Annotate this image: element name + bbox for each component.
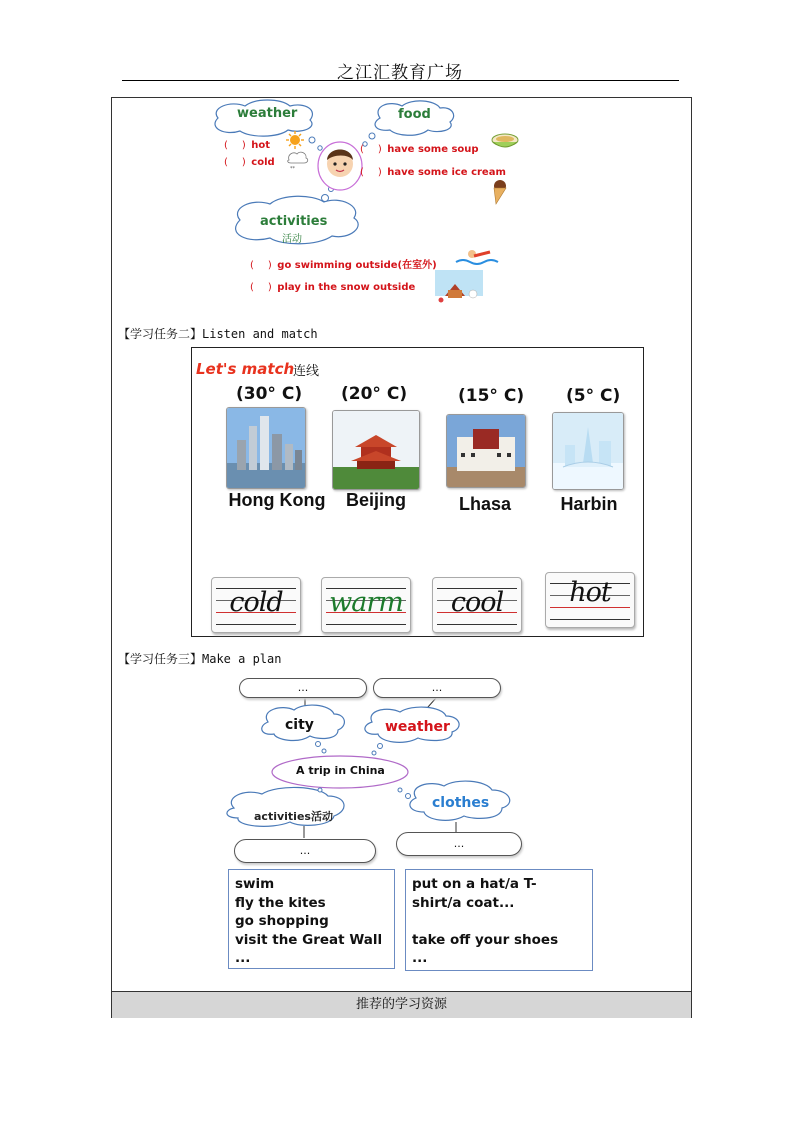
word-cold: cold (229, 587, 283, 618)
city-answer-pill[interactable]: ... (239, 678, 367, 698)
word-hot: hot (569, 577, 611, 608)
activities-example-box (228, 869, 395, 969)
activity-option-snow: ( ) play in the snow outside (250, 282, 416, 293)
task2-label: 【学习任务二】Listen and match (118, 327, 318, 341)
recommended-resources-header: 推荐的学习资源 (112, 991, 691, 1018)
word-card-cool[interactable] (432, 577, 522, 633)
clothes-item: ... (412, 950, 428, 966)
activities-item: swim (235, 876, 275, 892)
plan-activities-label: activities活动 (254, 810, 333, 823)
city-name-lhasa: Lhasa (458, 494, 512, 514)
girl-face-icon (318, 142, 362, 190)
food-option-soup: ( ) have some soup (360, 144, 479, 155)
food-cloud-label: food (398, 107, 431, 122)
harbin-photo (552, 412, 624, 490)
plan-city-label: city (285, 717, 314, 733)
clothes-item: put on a hat/a T- (412, 876, 537, 892)
plan-clothes-label: clothes (432, 795, 490, 811)
snow-cloud-icon (288, 152, 308, 172)
city-name-harbin: Harbin (560, 494, 618, 514)
weather-cloud-label: weather (237, 106, 298, 121)
header-divider (122, 80, 679, 81)
weather-answer-pill[interactable]: ... (373, 678, 501, 698)
svg-text:**: ** (290, 166, 295, 172)
word-card-cold[interactable] (211, 577, 301, 633)
activities-item: fly the kites (235, 894, 326, 911)
activities-item: ... (235, 950, 251, 966)
hong-kong-photo (226, 407, 306, 489)
activities-item: visit the Great Wall (235, 931, 383, 948)
ice-cream-icon (494, 180, 506, 204)
snow-play-icon (435, 270, 483, 310)
plan-center-label: A trip in China (296, 764, 385, 777)
clothes-example-box (405, 869, 593, 971)
activity-option-swimming: ( ) go swimming outside(在室外) (250, 260, 437, 271)
word-cool: cool (450, 587, 504, 618)
lhasa-photo (446, 414, 526, 488)
lets-match-cn: 连线 (293, 364, 320, 379)
activities-cloud-label: activities (260, 214, 328, 229)
activities-cloud-cn-label: 活动 (282, 234, 302, 245)
temp-hong-kong: (30° C) (236, 384, 303, 404)
city-name-beijing: Beijing (345, 490, 406, 510)
soup-bowl-icon (492, 134, 518, 147)
word-card-warm[interactable] (321, 577, 411, 633)
task3-label: 【学习任务三】Make a plan (118, 652, 282, 666)
clothes-item-spacer (412, 912, 586, 931)
clothes-answer-pill[interactable]: ... (396, 832, 522, 856)
city-name-hong-kong: Hong Kong (228, 490, 326, 510)
clothes-item: take off your shoes (412, 931, 559, 948)
activities-item: go shopping (235, 913, 329, 929)
plan-weather-label: weather (385, 719, 450, 735)
document-header-title: 之江汇教育广场 (337, 63, 463, 83)
weather-option-hot: ( ) hot (224, 140, 271, 151)
word-card-hot[interactable] (545, 572, 635, 628)
temp-beijing: (20° C) (341, 384, 408, 404)
lets-match-title: Let's match (196, 360, 295, 378)
word-warm: warm (329, 587, 403, 618)
sun-icon (286, 131, 304, 149)
beijing-photo (332, 410, 420, 490)
activities-answer-pill[interactable]: ... (234, 839, 376, 863)
food-option-ice-cream: ( ) have some ice cream (360, 167, 506, 178)
weather-option-cold: ( ) cold (224, 157, 275, 168)
swimming-icon (456, 250, 498, 264)
clothes-item: shirt/a coat... (412, 894, 515, 911)
temp-lhasa: (15° C) (458, 386, 525, 406)
temp-harbin: (5° C) (566, 386, 621, 406)
